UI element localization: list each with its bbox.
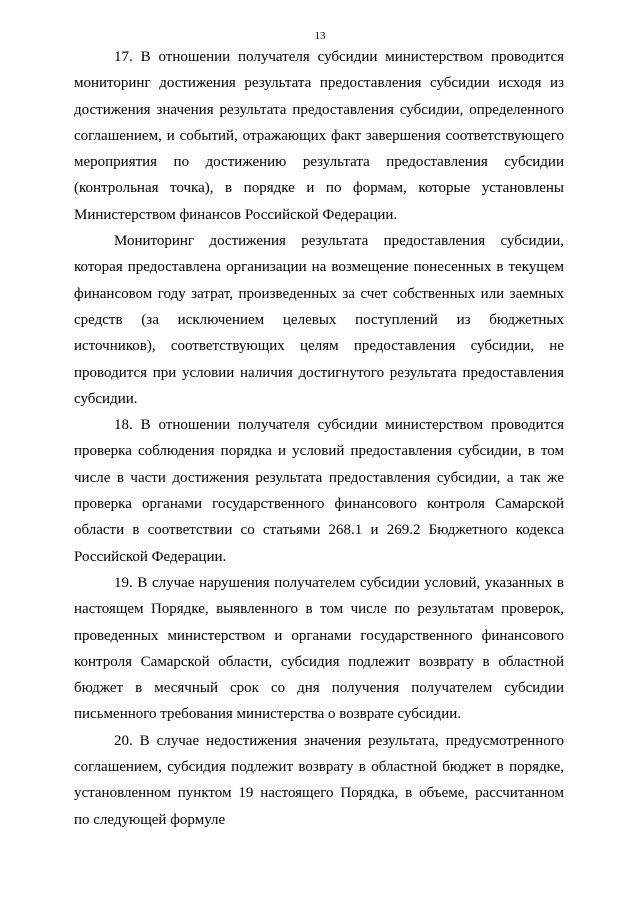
text-line: мониторинг достижения результата предоставления субсидии исходя из xyxy=(74,75,564,92)
text-line: бюджет в месячный срок со дня получения получателем субсидии xyxy=(74,680,564,697)
text-line: финансовом году затрат, произведенных за счет собственных или заемных xyxy=(74,285,564,302)
text-line: по следующей формуле xyxy=(74,811,226,828)
text-line: которая предоставлена организации на возмещение понесенных в текущем xyxy=(74,259,564,276)
text-line: Российской Федерации. xyxy=(74,548,227,565)
text-line: установленном пунктом 19 настоящего Порядка, в объеме, рассчитанном xyxy=(74,785,564,802)
document-body xyxy=(74,44,564,833)
paragraph-17 xyxy=(74,44,564,228)
text-line: субсидии. xyxy=(74,390,138,407)
text-line: Министерством финансов Российской Федерации. xyxy=(74,206,398,223)
text-line: 17. В отношении получателя субсидии министерством проводится xyxy=(114,49,564,65)
text-line: области в соответствии со статьями 268.1 и 269.2 Бюджетного кодекса xyxy=(74,522,564,539)
text-line: проверка органами государственного финансового контроля Самарской xyxy=(74,496,564,513)
text-line: проверка соблюдения порядка и условий предоставления субсидии, в том xyxy=(74,443,564,460)
text-line: соглашением, субсидия подлежит возврату в областной бюджет в порядке, xyxy=(74,759,564,776)
text-line: проведенных министерством и органами государственного финансового xyxy=(74,627,564,644)
paragraph-19 xyxy=(74,570,564,728)
text-line: 18. В отношении получателя субсидии министерством проводится xyxy=(114,417,564,434)
text-line: Мониторинг достижения результата предоставления субсидии, xyxy=(114,233,564,250)
page-number: 13 xyxy=(314,30,326,42)
text-line: числе в части достижения результата предоставления субсидии, а так же xyxy=(74,469,564,486)
text-line: мероприятия по достижению результата предоставления субсидии xyxy=(74,154,564,171)
text-line: письменного требования министерства о возврате субсидии. xyxy=(74,706,461,723)
paragraph-monitoring xyxy=(74,228,564,412)
paragraph-20 xyxy=(74,728,564,833)
text-line: (контрольная точка), в порядке и по формам, которые установлены xyxy=(74,180,564,197)
text-line: 19. В случае нарушения получателем субсидии условий, указанных в xyxy=(114,574,564,591)
text-line: достижения значения результата предоставления субсидии, определенного xyxy=(74,101,564,118)
paragraph-18 xyxy=(74,412,564,570)
text-line: контроля Самарской области, субсидия подлежит возврату в областной xyxy=(74,653,564,670)
text-line: источников), соответствующих целям предоставления субсидии, не xyxy=(74,338,564,355)
text-line: соглашением, и событий, отражающих факт завершения соответствующего xyxy=(74,127,564,144)
text-line: проводится при условии наличия достигнутого результата предоставления xyxy=(74,364,564,381)
text-line: средств (за исключением целевых поступлений из бюджетных xyxy=(74,311,564,328)
text-line: 20. В случае недостижения значения результата, предусмотренного xyxy=(114,732,564,749)
text-line: настоящем Порядке, выявленного в том числе по результатам проверок, xyxy=(74,601,564,618)
